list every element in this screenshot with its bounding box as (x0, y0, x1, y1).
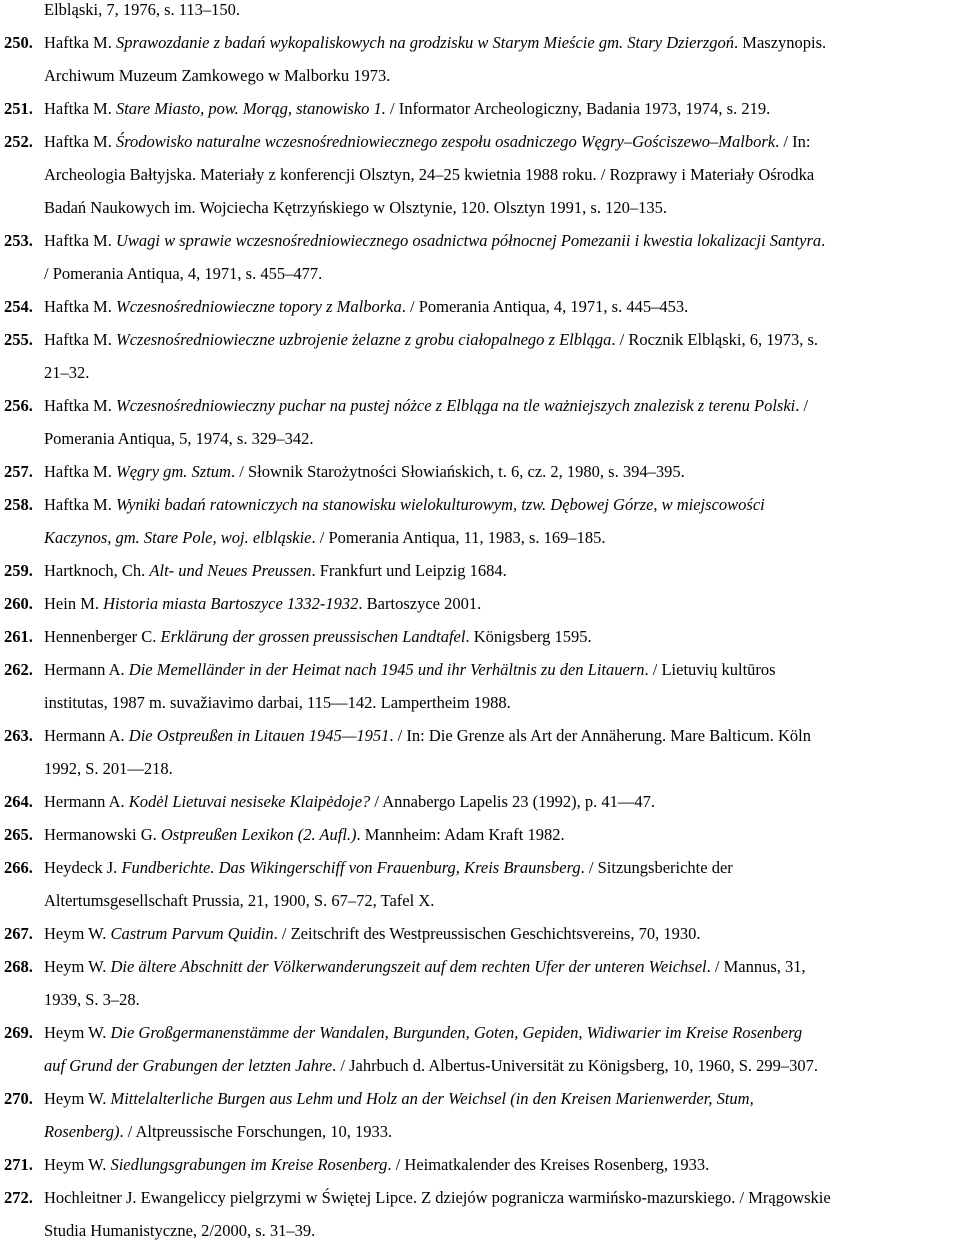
entry-line (44, 330, 818, 350)
entry-text: . (821, 231, 826, 250)
entry-text: Pomerania Antiqua, 5, 1974, s. 329–342. (44, 429, 314, 448)
entry-text: Heym W. (44, 957, 111, 976)
entry-line (44, 264, 322, 284)
entry-line (44, 396, 808, 416)
entry-line (44, 0, 240, 20)
entry-text: Hartknoch, Ch. (44, 561, 150, 580)
entry-line (44, 528, 606, 548)
entry-number: 255. (4, 330, 33, 349)
entry-number: 254. (4, 297, 33, 316)
entry-text: . / Lietuvių kultūros (644, 660, 776, 679)
entry-text: . / Pomerania Antiqua, 4, 1971, s. 445–453. (401, 297, 689, 316)
entry-number: 269. (4, 1023, 33, 1042)
entry-title-text: Wczesnośredniowieczny puchar na pustej nóżce z Elbląga na tle ważniejszych znalezisk z terenu Polski (115, 396, 796, 415)
entry-text: . / (795, 396, 809, 415)
entry-title-text: Ostpreußen Lexikon (2. Aufl.) (160, 825, 357, 844)
entry-text: . / Zeitschrift des Westpreussischen Geschichtsvereins, 70, 1930. (273, 924, 701, 943)
entry-line (44, 66, 390, 86)
entry-line (44, 165, 814, 185)
entry-title-text: Erklärung der grossen preussischen Landtafel (160, 627, 466, 646)
entry-line (44, 693, 511, 713)
entry-text: Archeologia Bałtyjska. Materiały z konferencji Olsztyn, 24–25 kwietnia 1988 roku. / Rozprawy i Materiały Ośrodka (44, 165, 815, 184)
entry-text: / Annabergo Lapelis 23 (1992), p. 41—47. (370, 792, 656, 811)
entry-text: 1939, S. 3–28. (44, 990, 140, 1009)
entry-line (44, 759, 173, 779)
entry-line (44, 924, 700, 944)
entry-title-text: Siedlungsgrabungen im Kreise Rosenberg (110, 1155, 388, 1174)
entry-line (44, 825, 565, 845)
entry-number: 261. (4, 627, 33, 646)
entry-text: Heym W. (44, 1155, 111, 1174)
entry-title-text: Uwagi w sprawie wczesnośredniowiecznego osadnictwa północnej Pomezanii i kwestia lokalizacji Santyra (115, 231, 822, 250)
entry-text: Archiwum Muzeum Zamkowego w Malborku 1973. (44, 66, 391, 85)
entry-text: . Frankfurt und Leipzig 1684. (311, 561, 507, 580)
entry-text: Badań Naukowych im. Wojciecha Kętrzyńskiego w Olsztynie, 120. Olsztyn 1991, s. 120–135. (44, 198, 667, 217)
entry-text: . / In: (775, 132, 811, 151)
entry-text: Heym W. (44, 924, 111, 943)
entry-text: . / Mannus, 31, (706, 957, 806, 976)
entry-line (44, 1023, 802, 1043)
entry-number: 264. (4, 792, 33, 811)
entry-text: Haftka M. (44, 33, 116, 52)
entry-line (44, 132, 810, 152)
entry-text: Heym W. (44, 1089, 111, 1108)
entry-text: Hermann A. (44, 726, 129, 745)
entry-text: . / Sitzungsberichte der (580, 858, 733, 877)
entry-title-text: Die Ostpreußen in Litauen 1945—1951 (128, 726, 390, 745)
entry-title-text: Rosenberg) (44, 1122, 120, 1141)
entry-text: . / In: Die Grenze als Art der Annäherung. Mare Balticum. Köln (389, 726, 811, 745)
entry-number: 251. (4, 99, 33, 118)
entry-title-text: Alt- und Neues Preussen (149, 561, 312, 580)
entry-text: Hochleitner J. Ewangeliccy pielgrzymi w Świętej Lipce. Z dziejów pogranicza warmińsko-mazurskiego. / Mrągowskie (44, 1188, 831, 1207)
entry-text: Haftka M. (44, 99, 116, 118)
entry-number: 265. (4, 825, 33, 844)
entry-line (44, 561, 507, 581)
entry-line (44, 858, 733, 878)
entry-line (44, 594, 481, 614)
entry-number: 258. (4, 495, 33, 514)
entry-text: Haftka M. (44, 462, 116, 481)
entry-title-text: Mittelalterliche Burgen aus Lehm und Holz an der Weichsel (in den Kreisen Marienwerder, Stum, (110, 1089, 754, 1108)
entry-number: 250. (4, 33, 33, 52)
entry-number: 270. (4, 1089, 33, 1108)
entry-line (44, 297, 688, 317)
entry-title-text: Die Memelländer in der Heimat nach 1945 und ihr Verhältnis zu den Litauern (128, 660, 645, 679)
entry-text: Hennenberger C. (44, 627, 161, 646)
entry-line (44, 627, 592, 647)
entry-text: Altertumsgesellschaft Prussia, 21, 1900, S. 67–72, Tafel X. (44, 891, 435, 910)
entry-number: 266. (4, 858, 33, 877)
entry-text: . / Jahrbuch d. Albertus-Universität zu Königsberg, 10, 1960, S. 299–307. (332, 1056, 819, 1075)
entry-number: 268. (4, 957, 33, 976)
entry-line (44, 1122, 392, 1142)
entry-line (44, 957, 806, 977)
entry-text: Elbląski, 7, 1976, s. 113–150. (44, 0, 241, 19)
entry-text: Haftka M. (44, 396, 116, 415)
entry-text: Haftka M. (44, 495, 116, 514)
entry-text: . Maszynopis. (734, 33, 827, 52)
entry-line (44, 231, 825, 251)
entry-line (44, 726, 811, 746)
entry-text: . / Altpreussische Forschungen, 10, 1933. (119, 1122, 393, 1141)
entry-number: 253. (4, 231, 33, 250)
entry-text: 1992, S. 201—218. (44, 759, 173, 778)
entry-text: institutas, 1987 m. suvažiavimo darbai, 115—142. Lampertheim 1988. (44, 693, 511, 712)
entry-number: 271. (4, 1155, 33, 1174)
entry-number: 256. (4, 396, 33, 415)
entry-text: . / Rocznik Elbląski, 6, 1973, s. (611, 330, 819, 349)
entry-text: Studia Humanistyczne, 2/2000, s. 31–39. (44, 1221, 316, 1240)
entry-text: Hermanowski G. (44, 825, 161, 844)
entry-text: Haftka M. (44, 330, 116, 349)
entry-number: 263. (4, 726, 33, 745)
entry-line (44, 1089, 754, 1109)
entry-title-text: Kaczynos, gm. Stare Pole, woj. elbląskie (44, 528, 312, 547)
entry-text: Haftka M. (44, 231, 116, 250)
entry-title-text: Historia miasta Bartoszyce 1332-1932 (103, 594, 359, 613)
entry-title-text: Węgry gm. Sztum (115, 462, 231, 481)
entry-line (44, 429, 313, 449)
entry-text: Heym W. (44, 1023, 111, 1042)
entry-text: Hermann A. (44, 660, 129, 679)
entry-line (44, 462, 685, 482)
entry-line (44, 99, 770, 119)
entry-text: . / Pomerania Antiqua, 11, 1983, s. 169–185. (311, 528, 606, 547)
entry-title-text: Stare Miasto, pow. Morąg, stanowisko 1. (115, 99, 386, 118)
entry-text: 21–32. (44, 363, 90, 382)
entry-text: . / Słownik Starożytności Słowiańskich, t. 6, cz. 2, 1980, s. 394–395. (230, 462, 685, 481)
entry-line (44, 792, 655, 812)
entry-number: 257. (4, 462, 33, 481)
entry-text: Haftka M. (44, 297, 116, 316)
entry-text: / Informator Archeologiczny, Badania 1973, 1974, s. 219. (385, 99, 771, 118)
entry-number: 252. (4, 132, 33, 151)
entry-title-text: Wczesnośredniowieczne uzbrojenie żelazne z grobu ciałopalnego z Elbląga (115, 330, 612, 349)
entry-title-text: auf Grund der Grabungen der letzten Jahre (44, 1056, 333, 1075)
entry-text: . Bartoszyce 2001. (358, 594, 482, 613)
entry-title-text: Sprawozdanie z badań wykopaliskowych na grodzisku w Starym Mieście gm. Stary Dzierzgoń (115, 33, 735, 52)
entry-line (44, 990, 140, 1010)
entry-text: . Königsberg 1595. (465, 627, 592, 646)
entry-text: / Pomerania Antiqua, 4, 1971, s. 455–477. (44, 264, 323, 283)
entry-line (44, 891, 434, 911)
entry-line (44, 1188, 831, 1208)
entry-title-text: Wczesnośredniowieczne topory z Malborka (115, 297, 402, 316)
entry-line (44, 1221, 315, 1241)
entry-text: Hein M. (44, 594, 104, 613)
entry-number: 267. (4, 924, 33, 943)
entry-text: . / Heimatkalender des Kreises Rosenberg, 1933. (387, 1155, 710, 1174)
entry-title-text: Castrum Parvum Quidin (110, 924, 274, 943)
entry-number: 260. (4, 594, 33, 613)
entry-text: . Mannheim: Adam Kraft 1982. (356, 825, 565, 844)
entry-title-text: Wyniki badań ratowniczych na stanowisku wielokulturowym, tzw. Dębowej Górze, w miejscowości (115, 495, 765, 514)
entry-line (44, 33, 826, 53)
entry-title-text: Kodėl Lietuvai nesiseke Klaipėdoje? (128, 792, 371, 811)
entry-line (44, 198, 667, 218)
entry-number: 259. (4, 561, 33, 580)
entry-text: Hermann A. (44, 792, 129, 811)
entry-title-text: Die Großgermanenstämme der Wandalen, Burgunden, Goten, Gepiden, Widiwarier im Kreise Rosenberg (110, 1023, 803, 1042)
entry-number: 272. (4, 1188, 33, 1207)
entry-title-text: Fundberichte. Das Wikingerschiff von Frauenburg, Kreis Braunsberg (121, 858, 581, 877)
entry-number: 262. (4, 660, 33, 679)
entry-line (44, 363, 89, 383)
entry-text: Haftka M. (44, 132, 116, 151)
entry-title-text: Die ältere Abschnitt der Völkerwanderungszeit auf dem rechten Ufer der unteren Weichsel (110, 957, 707, 976)
entry-title-text: Środowisko naturalne wczesnośredniowiecznego zespołu osadniczego Węgry–Gościszewo–Malbork (115, 132, 776, 151)
entry-line (44, 660, 776, 680)
entry-text: Heydeck J. (44, 858, 122, 877)
entry-line (44, 1056, 818, 1076)
entry-line (44, 495, 765, 515)
entry-line (44, 1155, 709, 1175)
